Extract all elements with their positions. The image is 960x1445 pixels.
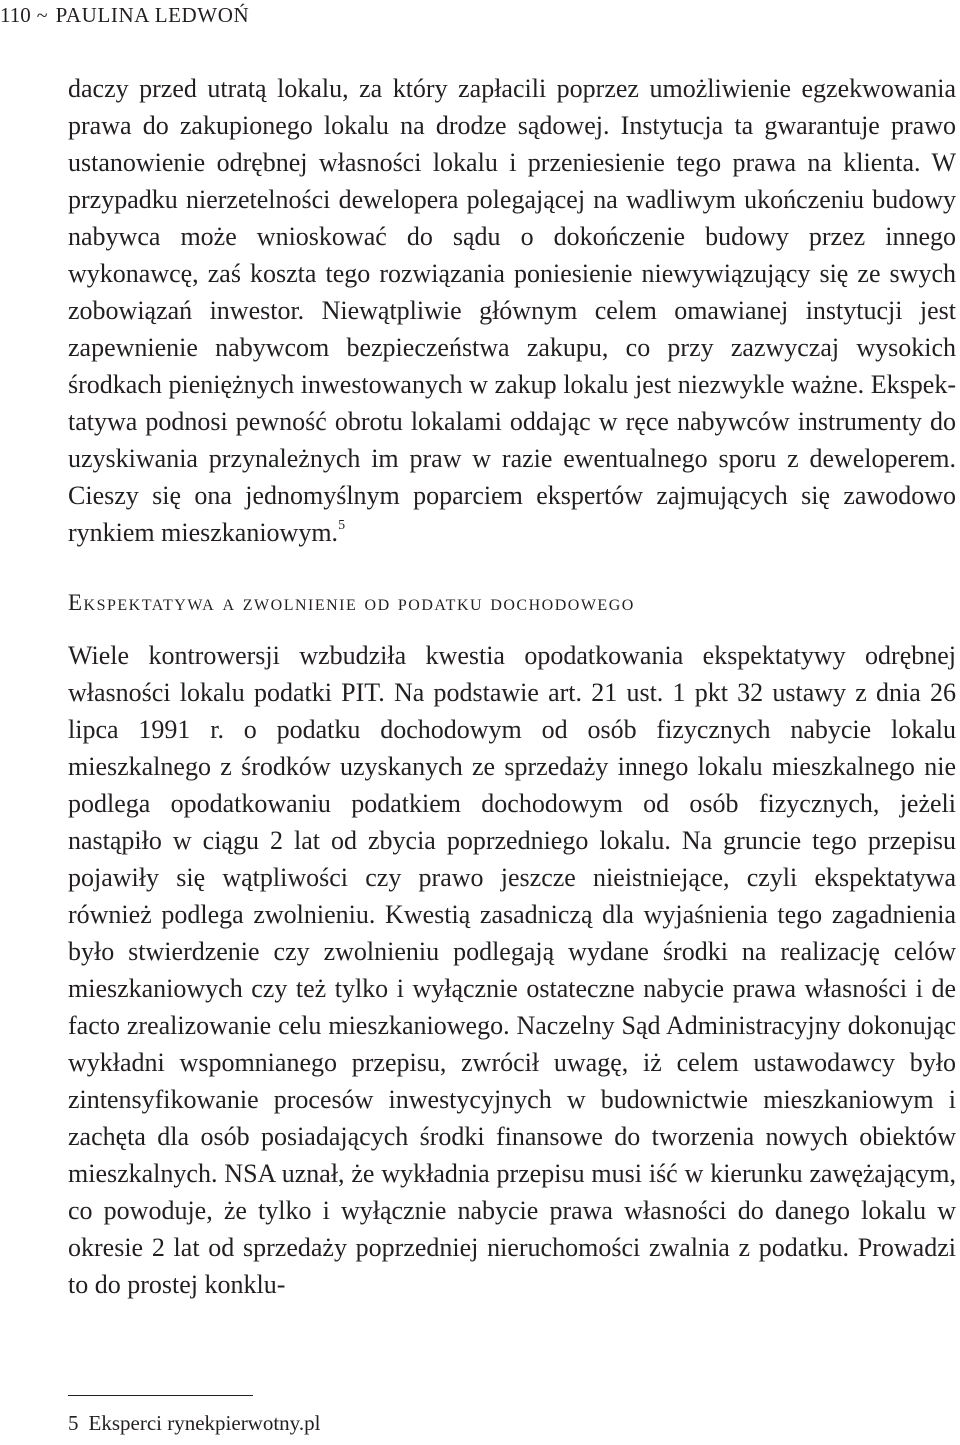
footnote-number: 5: [68, 1411, 79, 1435]
page-body: [68, 70, 956, 1303]
footnote-text: Eksperci rynekpierwotny.pl: [88, 1411, 321, 1435]
footnote-reference: 5: [338, 518, 346, 533]
tilde-ornament-icon: ~: [36, 5, 48, 27]
running-header: [0, 3, 249, 28]
page-number: 110: [0, 3, 31, 27]
running-header-author: PAULINA LEDWOŃ: [55, 3, 250, 27]
footnote-separator: [68, 1395, 253, 1396]
footnote: [68, 1410, 320, 1436]
section-heading: Ekspektatywa a zwolnienie od podatku dochodowego: [68, 590, 635, 615]
body-paragraph-text: daczy przed utratą lokalu, za który zapłacili poprzez umożliwienie egzekwowania prawa do zakupionego lokalu na drodze sądowej. Instytucja ta gwarantuje prawo ustanowienie odrębnej własności lokalu i przeniesienie tego prawa na klienta. W przypadku nierzetelności dewelopera polegającej na wadliwym ukończeniu budowy nabywca może wnioskować do sądu o dokończenie budowy przez innego wykonawcę, zaś koszta tego rozwiązania poniesienie niewywiązujący się ze swych zobowiązań inwestor. Niewątpliwie głównym celem omawianej instytucji jest zapewnienie nabywcom bezpieczeństwa zakupu, co przy zazwyczaj wysokich środkach pieniężnych inwestowanych w zakup lokalu jest niezwykle ważne. Ekspektatywa podnosi pewność obrotu lokalami oddając w ręce nabywców instrumenty do uzyskiwania przynależnych im praw w razie ewentualnego sporu z deweloperem. Cieszy się ona jednomyślnym poparciem ekspertów zajmujących się zawodowo rynkiem mieszkaniowym.: [68, 74, 956, 547]
body-paragraph: Wiele kontrowersji wzbudziła kwestia opodatkowania ekspektatywy odrębnej własności lokalu podatki PIT. Na podstawie art. 21 ust. 1 pkt 32 ustawy z dnia 26 lipca 1991 r. o podatku dochodowym od osób fizycznych nabycie lokalu mieszkalnego z środków uzyskanych ze sprzedaży innego lokalu mieszkalnego nie podlega opodatkowaniu podatkiem dochodowym od osób fizycznych, jeżeli nastąpiło w ciągu 2 lat od zbycia poprzedniego lokalu. Na gruncie tego przepisu pojawiły się wątpliwości czy prawo jeszcze nieistniejące, czyli ekspektatywa również podlega zwolnieniu. Kwestią zasadniczą dla wyjaśnienia tego zagadnienia było stwierdzenie czy zwolnieniu podlegają wydane środki na realizację celów mieszkaniowych czy też tylko i wyłącznie ostateczne nabycie prawa własności i de facto zrealizowanie celu mieszkaniowego. Naczelny Sąd Administracyjny dokonując wykładni wspomnianego przepisu, zwrócił uwagę, iż celem ustawodawcy było zintensyfikowanie procesów inwestycyjnych w budownictwie mieszkaniowym i zachęta dla osób posiadających środki finansowe do tworzenia nowych obiektów mieszkalnych. NSA uznał, że wykładnia przepisu musi iść w kierunku zawężającym, co powoduje, że tylko i wyłącznie nabycie prawa własności do danego lokalu w okresie 2 lat od sprzedaży poprzedniej nieruchomości zwalnia z podatku. Prowadzi to do prostej konklu-: [68, 641, 956, 1299]
body-paragraph: [68, 70, 956, 551]
